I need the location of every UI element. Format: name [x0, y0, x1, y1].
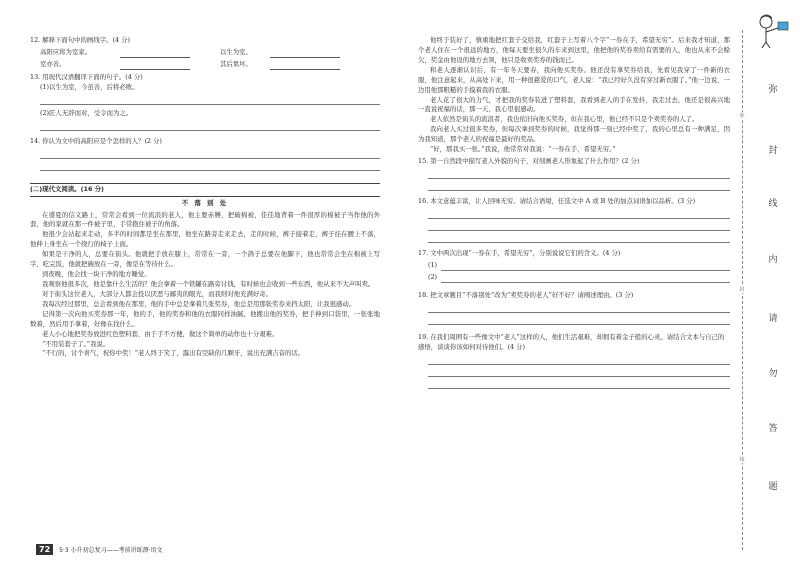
right-para-1: 他终于装好了，慎重地把红套子交给我，红套子上写着八个字“一券在手，希望无穷”。后来我才知道，那个老人住在一个很远的地方，他每天要坐很久的车来到这里，他把他的奖券卖给有需要的人，他也从来不会赊欠，奖金由他设的地方去领，他只是收卖奖券的钱而已。: [418, 36, 730, 64]
q17-label-2: (2): [428, 272, 438, 281]
q12-item-3: 室亦善。: [40, 60, 66, 68]
q19-answer-line-1[interactable]: [428, 353, 730, 365]
passage-para-2: 他很少会站起来走动，多半的时间都是坐在那里，他坐在路旁走来走去，走的时候，裤子接着走，裤子挂在腰上不落，他伸上身坐在一个绕行的椅子上面。: [30, 230, 380, 249]
q17-row-2: [428, 271, 730, 283]
seal-small-char-2: 封: [736, 286, 748, 293]
q16-answer-line-2[interactable]: [428, 219, 730, 231]
question-12: 12. 解释下面句中的画线字。(4 分): [30, 36, 130, 44]
passage-para-5: 我观察他很多次，他是靠什么生活的？他会拿着一个铁罐在路旁讨钱，有时候也会收到一些东西，他从来不大声叫卖。: [42, 279, 375, 288]
q14-answer-line-1[interactable]: [40, 147, 380, 159]
q17-label-1: (1): [428, 260, 438, 269]
q15-answer-line-1[interactable]: [428, 167, 730, 179]
q12-item-4: 其后果坏。: [220, 60, 252, 68]
question-15: 15. 第一自然段中描写老人外貌的句子，对刻画老人形象起了什么作用？(2 分): [418, 157, 640, 166]
mascot-icon: [752, 8, 792, 48]
q12-blank-2[interactable]: [270, 49, 340, 58]
q19-answer-line-3[interactable]: [428, 377, 730, 389]
q12-blank-3[interactable]: [120, 61, 190, 70]
left-column: [30, 36, 380, 359]
right-para-5: 我向老人买过很多奖券，但每次拿到奖券的时候，我觉得那一刻已经中奖了，我的心里总有一种满足，因为我知道，那个老人的祝福是最好的奖品。: [418, 125, 730, 144]
footer-text: 5·3 小升初总复习——考前讲练测·语文: [59, 547, 163, 554]
seal-char-5: 请: [768, 314, 778, 324]
q12-item-2: 以生为室。: [220, 48, 252, 56]
passage-para-8: 记得第一次向他买奖券那一年，他的手，他的奖券和他的衣服同样油腻，他搬出他的奖券，把手伸到口袋里，一张张地数着，然后用手拿着，好像在找什么。: [30, 309, 380, 328]
seal-char-1: 弥: [768, 85, 778, 95]
q12-row-1: [30, 46, 380, 58]
q16-answer-line-3[interactable]: [428, 231, 730, 243]
q19-answer-line-2[interactable]: [428, 365, 730, 377]
page-footer: [36, 544, 163, 555]
right-para-4: 老人依然是街头的流浪者，我也依旧向他买奖券，但在我心里，他已经不只是个卖奖券的人了。: [430, 115, 699, 124]
seal-char-7: 答: [768, 424, 778, 434]
right-column: [418, 36, 730, 389]
seal-char-6: 勿: [768, 369, 778, 379]
q13-sentence-1: (1)以生为室，今虽善，后将必败。: [40, 82, 139, 91]
right-para-3: 老人花了很大的力气，才把我的奖券装进了塑料套，我看到老人的手在发抖，我走过去，他还是很高兴地一直说祝福的话，那一天，我心里很感动。: [418, 95, 730, 114]
section-heading: (二)现代文阅读。(16 分): [30, 183, 380, 197]
right-para-6: “好，那我买一张。”我说，他常常对我说：“一券在手，希望无穷。”: [430, 145, 616, 154]
passage-para-1: 在盛夏的信义路上，常常会看到一位流浪的老人，他主要赤膊，把破棉被，佳佳地背着一件很厚的棉被子当作他的外套，他的家就在那一件被子里，手常抱住被子的角落。: [30, 210, 380, 229]
page-number: 72: [36, 544, 53, 555]
q12-row-2: [30, 58, 380, 70]
question-19: 19. 在我们周围有一些像文中“老人”这样的人，他们生活艰难，却拥有着金子般的心灵。请结合文本与自己的感悟，谈谈你该如何对待他们。(4 分): [418, 332, 725, 351]
passage-para-3: 如果是干净的人，总要在街头。他就把手放在膝上，常常在一旁，一个鸽子总要在他脚下，他也常常会坐在棉被上写字，吃完饭，他就把碗放在一旁，像是在等待什么。: [30, 250, 380, 269]
q12-item-1: 高阳应将为室家。: [40, 48, 92, 56]
q12-blank-1[interactable]: [120, 49, 190, 58]
seal-char-2: 封: [768, 146, 778, 156]
q17-answer-line-2[interactable]: [441, 271, 730, 283]
right-para-2: 和老人逐渐认识后，有一年冬天要春，我向他买奖券。他还没有拿奖券给我，先看见我穿了一件新的衣服，他注意起来，从高处下来，用一种很慈爱的口气，老人说：“我已经好久没有穿过新衣服了。”他一边说，一边用他那粗糙的手摸着我的衣服。: [418, 65, 730, 94]
question-14: 14. 你认为文中的高阳应是个怎样的人？(2 分): [30, 136, 162, 145]
q13-answer-line-1[interactable]: [40, 93, 380, 105]
seal-char-3: 线: [768, 199, 778, 209]
question-16: 16. 本文意蕴丰富，让人回味无穷。请结合语境，任选文中 A 或 B 处的加点词语加以品析。(3 分): [418, 196, 696, 205]
q14-answer-line-2[interactable]: [40, 159, 380, 171]
q18-answer-line-1[interactable]: [428, 301, 730, 313]
q16-answer-line-1[interactable]: [428, 207, 730, 219]
passage-para-11: “不行的，讨个喜气，祝你中奖！”老人终于笑了，露出有空缺的几颗牙，说出充满吉音的话。: [42, 349, 305, 358]
passage-para-9: 老人小心地把奖券放进红色塑料套，由于手不方便，做这个简单的动作也十分艰难。: [42, 329, 279, 338]
question-13: 13. 用现代汉语翻译下面的句子。(4 分): [30, 72, 143, 81]
question-18: 18. 把文章题目“不落别处”改为“卖奖券的老人”好不好？请阐述理由。(3 分): [418, 290, 634, 299]
q15-answer-line-2[interactable]: [428, 179, 730, 191]
q13-sentence-2: (2)匠人无辞而对，受令而为之。: [40, 108, 133, 117]
passage-para-6: 对于街头这位老人，大部分人都会投以厌恶与鄙夷的眼光，而我则对他充满好奇。: [42, 289, 273, 298]
question-17: 17. 文中两次出现“一券在手，希望无穷”，分别说说它们的含义。(4 分): [418, 248, 621, 257]
passage-para-4: 到夜晚，他会找一块干净的地方睡觉。: [42, 270, 151, 279]
seal-small-char-1: 弥: [736, 112, 748, 119]
q12-blank-4[interactable]: [270, 61, 340, 70]
seal-char-4: 内: [768, 255, 778, 265]
seal-char-8: 题: [768, 482, 778, 492]
q13-answer-line-2[interactable]: [40, 119, 380, 131]
passage-para-10: “不用装套子了。”我说。: [42, 339, 110, 348]
seal-small-char-3: 线: [736, 456, 748, 463]
passage-para-7: 我每次经过那里，总会看到他在那里，他的手中总是拿着几张奖券，他总是用那张奖券来挡太阳，让我很感动。: [42, 299, 356, 308]
q17-answer-line-1[interactable]: [441, 259, 730, 271]
q18-answer-line-2[interactable]: [428, 313, 730, 325]
q17-row-1: [428, 259, 730, 271]
passage-title: 不 落 别 处: [181, 198, 229, 207]
